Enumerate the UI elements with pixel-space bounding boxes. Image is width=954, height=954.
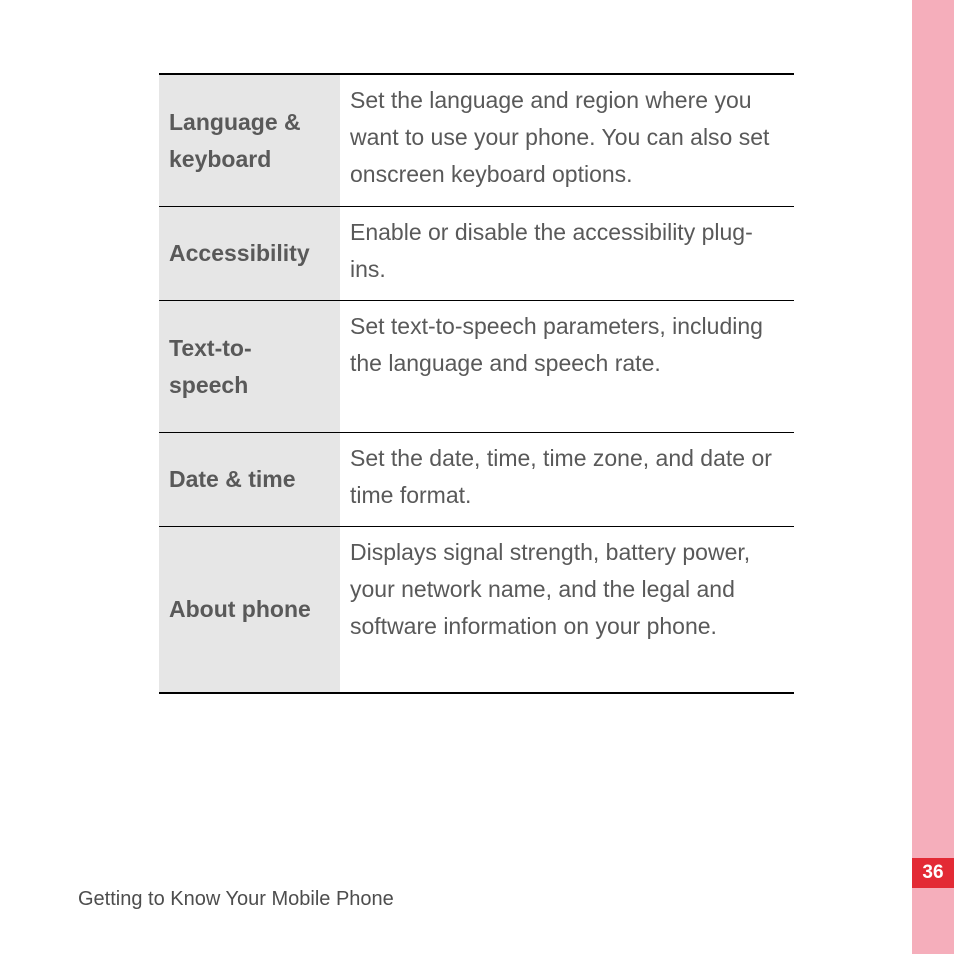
table-row [159,300,794,432]
setting-description: Set the date, time, time zone, and date or time format. [350,445,772,508]
setting-name: Text-to-speech [159,301,340,432]
setting-name: About phone [159,527,340,692]
page-number-badge: 36 [912,858,954,888]
chapter-footer: Getting to Know Your Mobile Phone [78,888,394,910]
settings-table [159,73,794,694]
table-row [159,526,794,692]
setting-name: Date & time [159,433,340,526]
side-tab-strip [912,0,954,954]
setting-name: Language & keyboard [159,75,340,206]
setting-description: Set text-to-speech parameters, including the language and speech rate. [350,313,763,376]
setting-description: Set the language and region where you want to use your phone. You can also set onscreen keyboard options. [350,87,770,187]
setting-description: Displays signal strength, battery power, your network name, and the legal and software information on your phone. [350,539,751,639]
table-row [159,206,794,300]
table-row [159,432,794,526]
setting-name: Accessibility [159,207,340,300]
setting-description: Enable or disable the accessibility plug-ins. [350,219,753,282]
table-row [159,75,794,206]
